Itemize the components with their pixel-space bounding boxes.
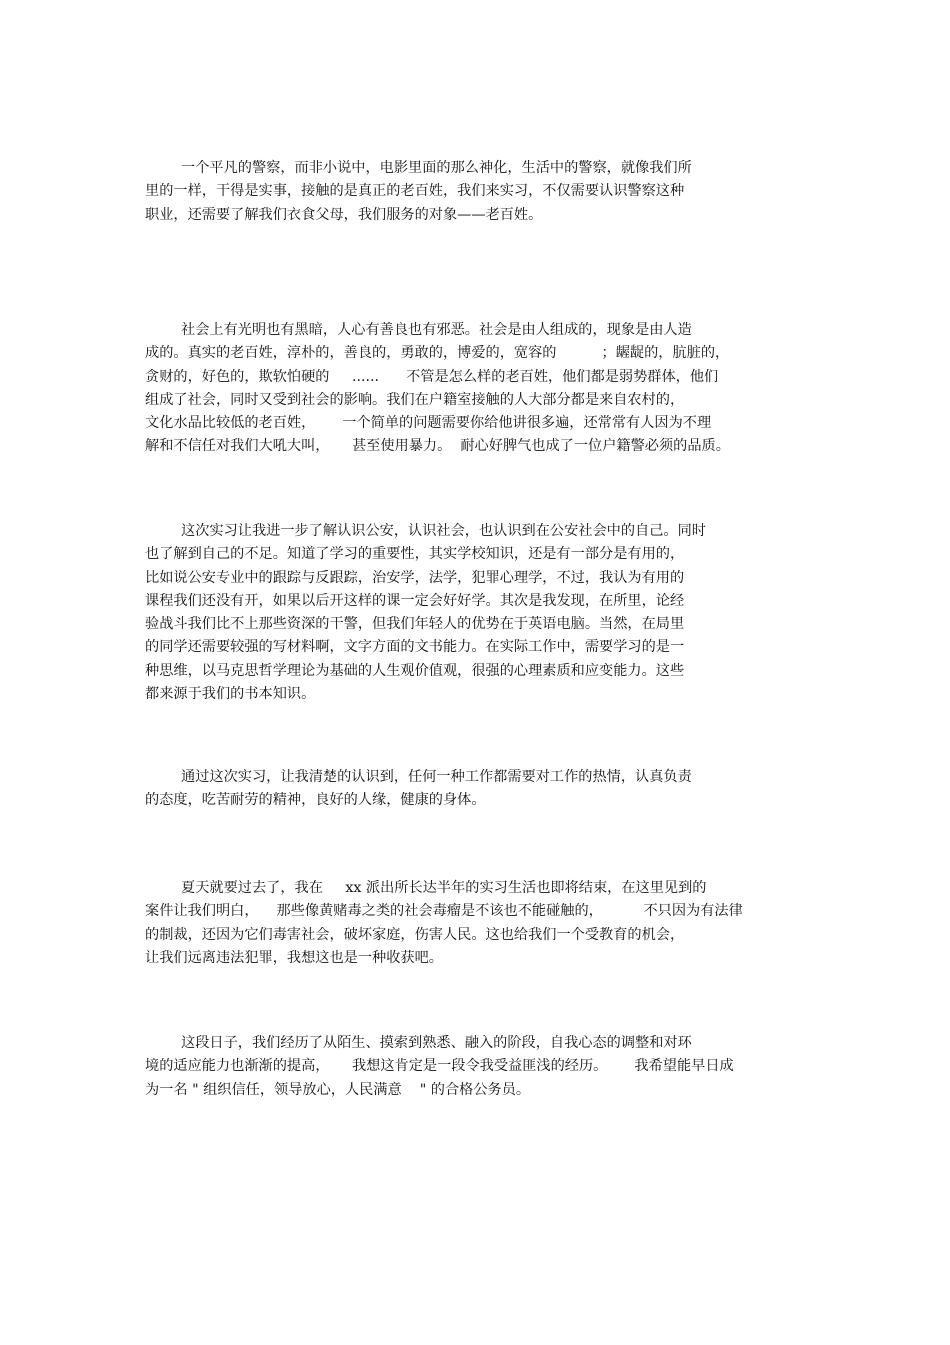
text-line: 文化水品比较低的老百姓， 一个简单的问题需要你给他讲很多遍，还常常有人因为不理 bbox=[145, 415, 712, 432]
text-line: 的态度，吃苦耐劳的精神，良好的人缘，健康的身体。 bbox=[145, 792, 486, 809]
text-line: 案件让我们明白， 那些像黄赌毒之类的社会毒瘤是不该也不能碰触的， 不只因为有法律 bbox=[145, 903, 743, 920]
text-line: 解和不信任对我们大吼大叫， 甚至使用暴力。 耐心好脾气也成了一位户籍警必须的品质。 bbox=[145, 438, 730, 455]
text-line: 里的一样，干得是实事，接触的是真正的老百姓，我们来实习，不仅需要认识警察这种 bbox=[145, 183, 685, 200]
paragraph-learning bbox=[145, 520, 810, 706]
text-line: 贪财的，好色的，欺软怕硬的 ...... 不管是怎么样的老百姓，他们都是弱势群体，他们 bbox=[145, 368, 719, 385]
text-line: 的制裁，还因为它们毒害社会，破坏家庭，伤害人民。这也给我们一个受教育的机会， bbox=[145, 926, 685, 943]
text-line: 让我们远离违法犯罪，我想这也是一种收获吧。 bbox=[145, 949, 443, 966]
text-line: 通过这次实习，让我清楚的认识到，任何一种工作都需要对工作的热情，认真负责 bbox=[181, 769, 692, 785]
text-line: 一个平凡的警察，而非小说中，电影里面的那么神化，生活中的警察，就像我们所 bbox=[181, 160, 692, 176]
text-line: 这次实习让我进一步了解认识公安，认识社会，也认识到在公安社会中的自己。同时 bbox=[181, 523, 706, 539]
text-line: 这段日子，我们经历了从陌生、摸索到熟悉、融入的阶段，自我心态的调整和对环 bbox=[181, 1035, 692, 1051]
text-line: 种思维，以马克思哲学理论为基础的人生观价值观，很强的心理素质和应变能力。这些 bbox=[145, 662, 685, 679]
text-line: 社会上有光明也有黑暗，人心有善良也有邪恶。社会是由人组成的，现象是由人造 bbox=[181, 322, 692, 338]
text-line: 夏天就要过去了，我在 xx 派出所长达半年的实习生活也即将结束，在这里见到的 bbox=[181, 880, 707, 896]
text-line: 职业，还需要了解我们衣食父母，我们服务的对象——老百姓。 bbox=[145, 206, 543, 223]
paragraph-summer bbox=[145, 877, 810, 970]
text-line: 境的适应能力也渐渐的提高， 我想这肯定是一段令我受益匪浅的经历。 我希望能早日成 bbox=[145, 1058, 734, 1075]
text-line: 成的。真实的老百姓，淳朴的，善良的，勇敢的，博爱的，宽容的 ；龌龊的，肮脏的， bbox=[145, 345, 730, 362]
text-line: 课程我们还没有开，如果以后开这样的课一定会好好学。其次是我发现，在所里，论经 bbox=[145, 592, 685, 609]
text-line: 验战斗我们比不上那些资深的干警，但我们年轻人的优势在于英语电脑。当然，在局里 bbox=[145, 616, 685, 633]
paragraph-conclusion bbox=[145, 1032, 810, 1102]
paragraph-realization bbox=[145, 766, 810, 813]
text-line: 组成了社会，同时又受到社会的影响。我们在户籍室接触的人大部分都是来自农村的， bbox=[145, 391, 685, 408]
text-line: 都来源于我们的书本知识。 bbox=[145, 686, 316, 703]
paragraph-society bbox=[145, 319, 810, 459]
text-line: 比如说公安专业中的跟踪与反跟踪，治安学，法学，犯罪心理学，不过，我认为有用的 bbox=[145, 569, 685, 586]
text-line: 为一名 " 组织信任，领导放心，人民满意 " 的合格公务员。 bbox=[145, 1081, 531, 1098]
text-line: 的同学还需要较强的写材料啊，文字方面的文书能力。在实际工作中，需要学习的是一 bbox=[145, 639, 685, 656]
paragraph-police-ordinary bbox=[145, 157, 810, 227]
text-line: 也了解到自己的不足。知道了学习的重要性，其实学校知识，还是有一部分是有用的， bbox=[145, 546, 685, 563]
